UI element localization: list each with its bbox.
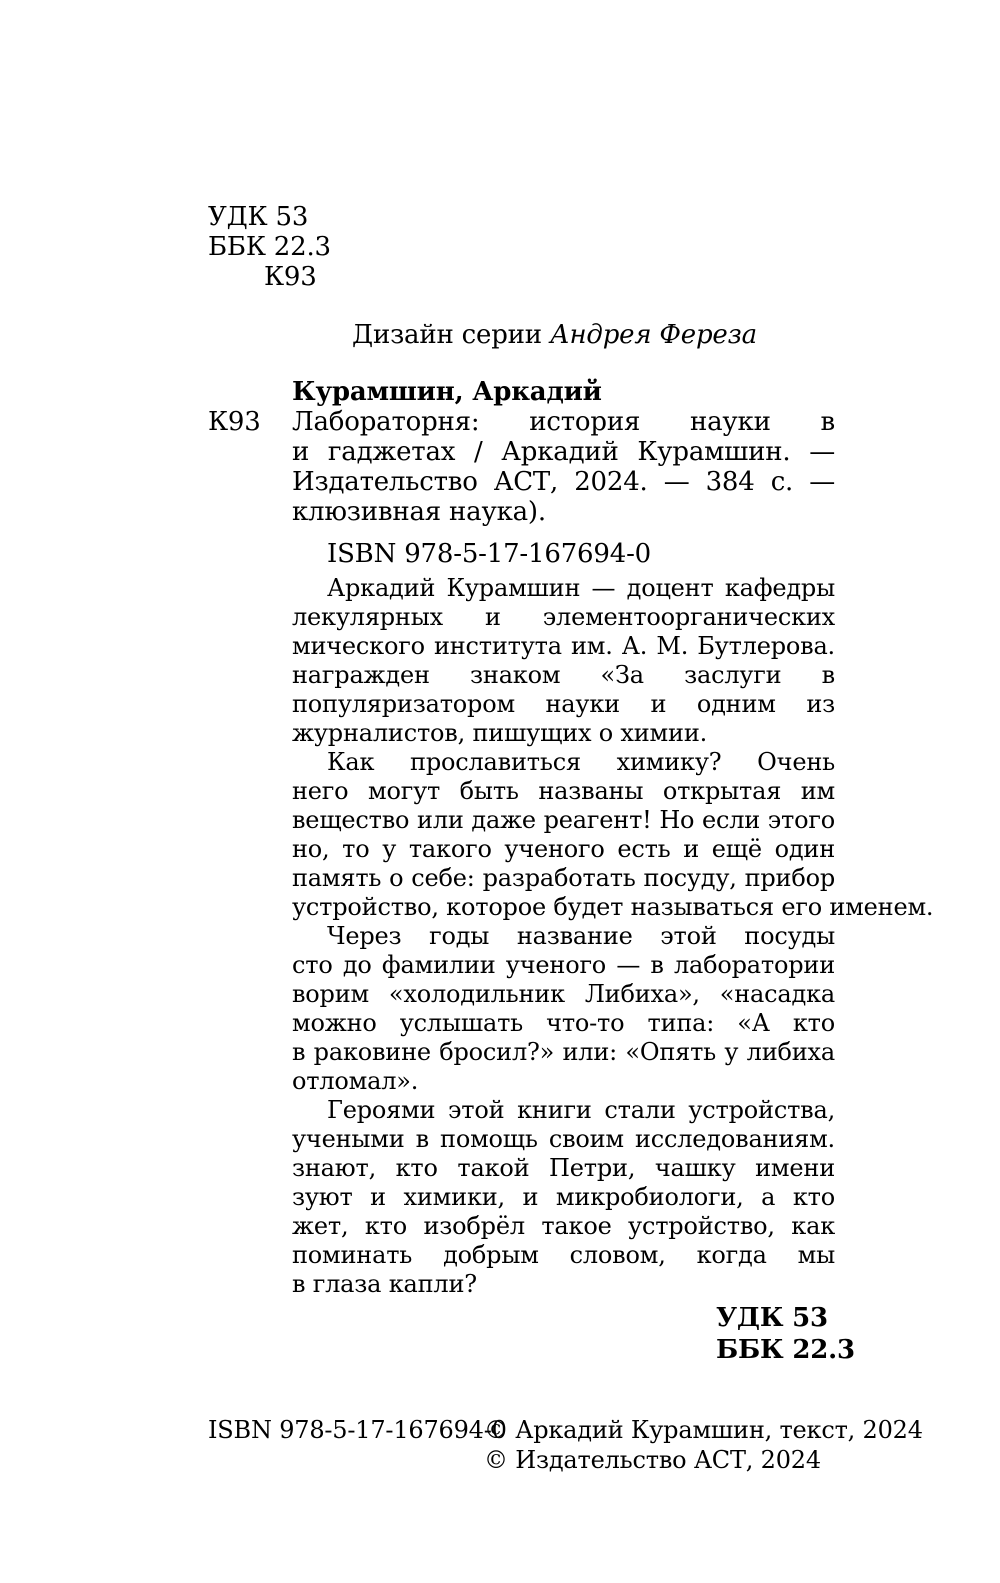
copyright-text: © Аркадий Курамшин, текст, 2024 [484, 1416, 923, 1444]
annotation-line: но, то у такого ученого есть и ещё один [292, 835, 835, 863]
udk-code: УДК 53 [208, 202, 309, 232]
annotation-line: ворим «холодильник Либиха», «насадка [292, 980, 835, 1008]
annotation-line: Аркадий Курамшин — доцент кафедры [327, 574, 835, 602]
annotation-line: поминать добрым словом, когда мы [292, 1241, 835, 1269]
catalog-description-line: Лабораторня: история науки в [292, 407, 835, 437]
copyright-publisher: © Издательство АСТ, 2024 [484, 1446, 821, 1474]
annotation-line: в раковине бросил?» или: «Опять у либиха [292, 1038, 835, 1066]
footer-isbn: ISBN 978-5-17-167694-0 [208, 1416, 507, 1444]
annotation-line: Как прославиться химику? Очень [327, 748, 835, 776]
series-designer-name: Андрея Фереза [550, 320, 757, 350]
annotation-line: жет, кто изобрёл такое устройство, как [292, 1212, 835, 1240]
annotation-line: мического института им. А. М. Бутлерова. [292, 632, 835, 660]
author-sign: К93 [264, 262, 317, 292]
series-design-credit [352, 319, 757, 351]
annotation-line: него могут быть названы открытая им [292, 777, 835, 805]
catalog-description-line: клюзивная наука). [292, 497, 546, 527]
catalog-heading: Курамшин, Аркадий [292, 377, 602, 407]
annotation-line: знают, кто такой Петри, чашку имени [292, 1154, 835, 1182]
annotation-line: в глаза капли? [292, 1270, 477, 1298]
annotation-line: можно услышать что-то типа: «А кто [292, 1009, 835, 1037]
catalog-description-line: Издательство АСТ, 2024. — 384 с. — [292, 467, 835, 497]
annotation-line: Героями этой книги стали устройства, [327, 1096, 835, 1124]
annotation-line: журналистов, пишущих о химии. [292, 719, 708, 747]
annotation-line: зуют и химики, и микробиологи, а кто [292, 1183, 835, 1211]
series-design-prefix: Дизайн серии [352, 320, 542, 350]
catalog-description-line: и гаджетах / Аркадий Курамшин. — [292, 437, 835, 467]
annotation-line: учеными в помощь своим исследованиям. [292, 1125, 835, 1153]
bottom-bbk-code: ББК 22.3 [716, 1335, 855, 1365]
annotation-line: устройство, которое будет называться его именем. [292, 893, 934, 921]
annotation-line: Через годы название этой посуды [327, 922, 835, 950]
annotation-line: популяризатором науки и одним из [292, 690, 835, 718]
annotation-line: память о себе: разработать посуду, прибор [292, 864, 835, 892]
bbk-code: ББК 22.3 [208, 232, 331, 262]
bottom-udk-code: УДК 53 [716, 1303, 828, 1333]
catalog-author-sign: К93 [208, 407, 261, 437]
annotation-line: лекулярных и элементоорганических [292, 603, 835, 631]
annotation-line: сто до фамилии ученого — в лаборатории [292, 951, 835, 979]
annotation-line: отломал». [292, 1067, 419, 1095]
catalog-isbn: ISBN 978-5-17-167694-0 [327, 539, 651, 569]
annotation-line: награжден знаком «За заслуги в [292, 661, 835, 689]
annotation-line: вещество или даже реагент! Но если этого [292, 806, 835, 834]
